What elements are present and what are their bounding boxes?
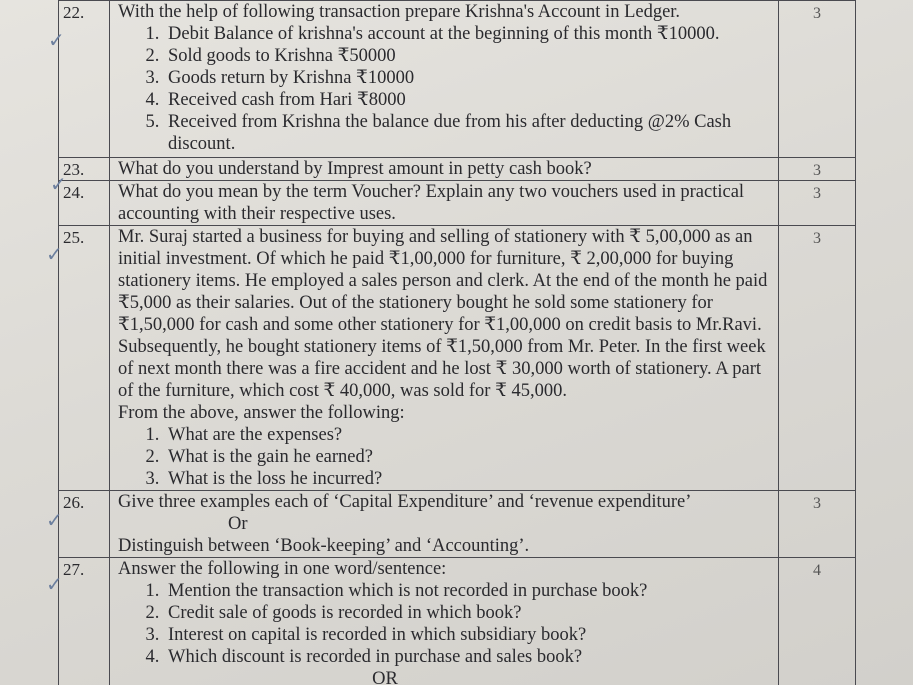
marks-cell: 4 [779,558,856,685]
question-body [110,558,779,685]
sub-item: 4. Received cash from Hari ₹8000 [164,89,772,111]
question-text: What do you understand by Imprest amount in petty cash book? [118,159,592,179]
question-number: 23. [59,158,110,181]
question-text: Mr. Suraj started a business for buying and selling of stationery with ₹ 5,00,000 as an initial investment. Of which he paid ₹1,00,000 for furniture, ₹ 2,00,000 for buying stationery items. He employed a sales person and clerk. At the end of the month he paid ₹5,000 as their salaries. Out of the stationery bought he sold some stationery for ₹1,50,000 for cash and some other stationery for ₹1,00,000 on credit basis to Mr.Ravi. Subsequently, he bought stationery items of ₹1,50,000 from Mr. Peter. In the first week of next month there was a fire accident and he lost ₹ 30,000 worth of stationery. A part of the furniture, which cost ₹ 40,000, was sold for ₹ 45,000. [118,227,768,401]
question-table [58,0,856,685]
sub-item: 3. What is the loss he incurred? [164,468,772,490]
sub-item: 2. What is the gain he earned? [164,446,772,468]
question-row [59,491,856,558]
question-body [110,226,779,491]
marks-cell: 3 [779,1,856,158]
tick-mark-icon: ✓ [48,28,65,52]
marks-cell: 3 [779,158,856,181]
question-number: 24. [59,181,110,226]
sub-item: 1. Mention the transaction which is not recorded in purchase book? [164,580,772,602]
question-row [59,1,856,158]
or-separator: OR [372,669,398,685]
marks-cell: 3 [779,181,856,226]
sub-item-list [118,580,772,668]
question-number: 25. [59,226,110,491]
question-number: 26. [59,491,110,558]
question-text: Give three examples each of ‘Capital Expenditure’ and ‘revenue expenditure’ [118,492,692,512]
sub-item: 3. Interest on capital is recorded in which subsidiary book? [164,624,772,646]
question-body [110,158,779,181]
question-row [59,181,856,226]
sub-item-list [118,424,772,490]
marks-cell: 3 [779,491,856,558]
question-text: With the help of following transaction prepare Krishna's Account in Ledger. [118,2,681,22]
question-alt-text: Distinguish between ‘Book-keeping’ and ‘Accounting’. [118,536,530,556]
marks-cell: 3 [779,226,856,491]
question-row [59,558,856,685]
question-row [59,158,856,181]
sub-item-list [118,23,772,155]
sub-item: 2. Sold goods to Krishna ₹50000 [164,45,772,67]
question-text: What do you mean by the term Voucher? Explain any two vouchers used in practical accounting with their respective uses. [118,182,745,224]
question-row [59,226,856,491]
or-separator: Or [228,514,248,534]
question-text: Answer the following in one word/sentence: [118,559,447,579]
question-number: 27. [59,558,110,685]
tick-mark-icon: ✓ [50,172,67,196]
sub-item: 3. Goods return by Krishna ₹10000 [164,67,772,89]
sub-item: 1. Debit Balance of krishna's account at the beginning of this month ₹10000. [164,23,772,45]
question-body [110,181,779,226]
question-number: 22. [59,1,110,158]
sub-item: 5. Received from Krishna the balance due from his after deducting @2% Cash discount. [164,111,772,155]
sub-item: 2. Credit sale of goods is recorded in which book? [164,602,772,624]
question-body [110,491,779,558]
sub-item: 1. What are the expenses? [164,424,772,446]
tick-mark-icon: ✓ [46,508,63,532]
question-body [110,1,779,158]
tick-mark-icon: ✓ [46,572,63,596]
sub-item: 4. Which discount is recorded in purchase and sales book? [164,646,772,668]
tick-mark-icon: ✓ [46,242,63,266]
question-followup: From the above, answer the following: [118,403,405,423]
